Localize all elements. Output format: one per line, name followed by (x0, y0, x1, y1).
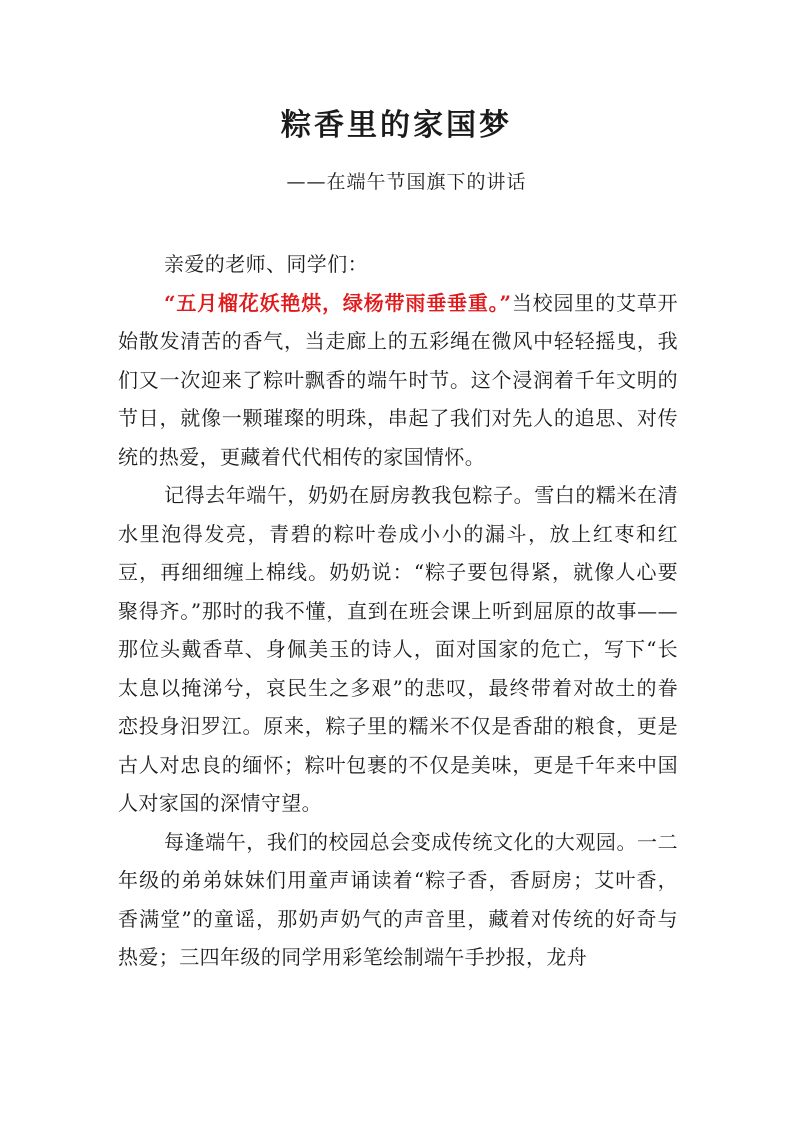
paragraph-3: 每逢端午，我们的校园总会变成传统文化的大观园。一二年级的弟弟妹妹们用童声诵读着“粽子香，香厨房；艾叶香，香满堂”的童谣，那奶声奶气的声音里，藏着对传统的好奇与热爱；三四年级的同学用彩笔绘制端午手抄报，龙舟 (118, 829, 678, 969)
page-subtitle: ——在端午节国旗下的讲话 (286, 171, 527, 193)
paragraph-1-text: 当校园里的艾草开始散发清苦的香气，当走廊上的五彩绳在微风中轻轻摇曳，我们又一次迎来了粽叶飘香的端午时节。这个浸润着千年文明的节日，就像一颗璀璨的明珠，串起了我们对先人的追思、对传统的热爱，更藏着代代相传的家国情怀。 (118, 290, 678, 469)
paragraph-1 (118, 284, 678, 477)
page-title: 粽香里的家国梦 (281, 108, 512, 143)
speech-body (118, 245, 678, 977)
salutation: 亲爱的老师、同学们： (164, 252, 368, 276)
poem-quote: “五月榴花妖艳烘，绿杨带雨垂垂重。” (164, 290, 512, 315)
paragraph-2: 记得去年端午，奶奶在厨房教我包粽子。雪白的糯米在清水里泡得发亮，青碧的粽叶卷成小小的漏斗，放上红枣和红豆，再细细缠上棉线。奶奶说：“粽子要包得紧，就像人心要聚得齐。”那时的我不懂，直到在班会课上听到屈原的故事——那位头戴香草、身佩美玉的诗人，面对国家的危亡，写下“长太息以掩涕兮，哀民生之多艰”的悲叹，最终带着对故土的眷恋投身汨罗江。原来，粽子里的糯米不仅是香甜的粮食，更是古人对忠良的缅怀；粽叶包裹的不仅是美味，更是千年来中国人对家国的深情守望。 (118, 483, 678, 815)
